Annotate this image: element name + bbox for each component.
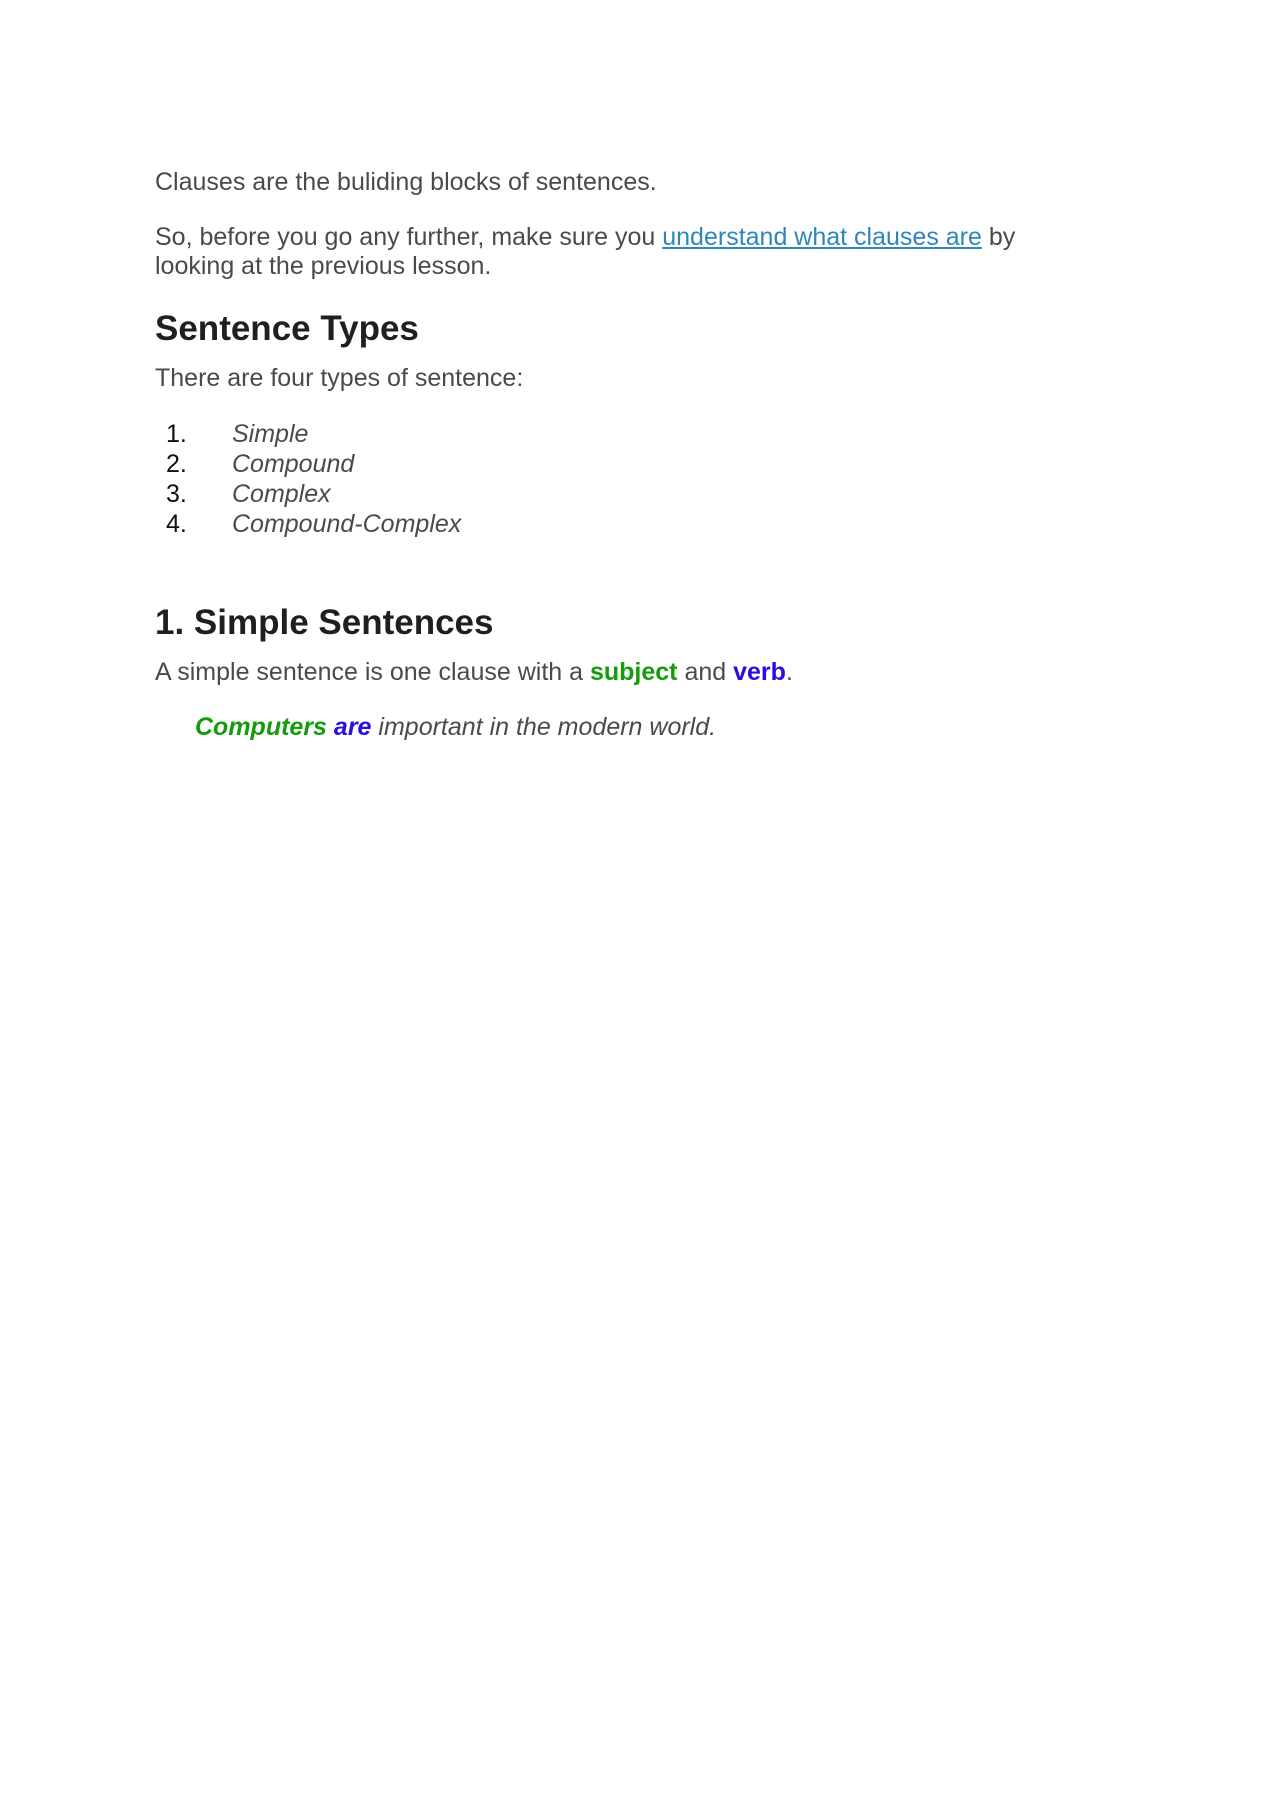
list-item-number: 2. bbox=[166, 450, 187, 478]
verb-term: verb bbox=[733, 658, 786, 686]
definition-and: and bbox=[684, 658, 727, 686]
sentence-types-heading: Sentence Types bbox=[155, 309, 419, 348]
list-item bbox=[155, 419, 1085, 449]
intro-paragraph: Clauses are the buliding blocks of sentences. bbox=[155, 168, 657, 196]
clauses-lesson-link[interactable]: understand what clauses are bbox=[662, 223, 982, 251]
example-verb: are bbox=[333, 713, 372, 741]
prerequisite-text-before: So, before you go any further, make sure you bbox=[155, 223, 656, 251]
list-item-label: Complex bbox=[232, 480, 331, 508]
example-subject: Computers bbox=[195, 713, 327, 741]
prerequisite-text-after: by looking at the previous lesson. bbox=[155, 223, 1016, 280]
example-sentence bbox=[195, 713, 1085, 742]
simple-sentences-heading: 1. Simple Sentences bbox=[155, 603, 494, 642]
list-item bbox=[155, 449, 1085, 479]
definition-period: . bbox=[785, 658, 793, 686]
list-item bbox=[155, 509, 1085, 539]
example-rest: important in the modern world. bbox=[378, 713, 717, 741]
list-item-label: Compound bbox=[232, 450, 355, 478]
sentence-types-lead: There are four types of sentence: bbox=[155, 364, 524, 392]
sentence-types-list bbox=[155, 419, 1085, 539]
list-item-number: 3. bbox=[166, 480, 187, 508]
list-item bbox=[155, 479, 1085, 509]
list-item-number: 4. bbox=[166, 510, 187, 538]
document-page bbox=[155, 168, 1085, 742]
list-item-label: Compound-Complex bbox=[232, 510, 462, 538]
simple-sentence-definition bbox=[155, 658, 1085, 687]
definition-text: A simple sentence is one clause with a bbox=[155, 658, 584, 686]
subject-term: subject bbox=[589, 658, 678, 686]
prerequisite-paragraph bbox=[155, 223, 1085, 281]
list-item-number: 1. bbox=[166, 420, 187, 448]
list-item-label: Simple bbox=[232, 420, 309, 448]
